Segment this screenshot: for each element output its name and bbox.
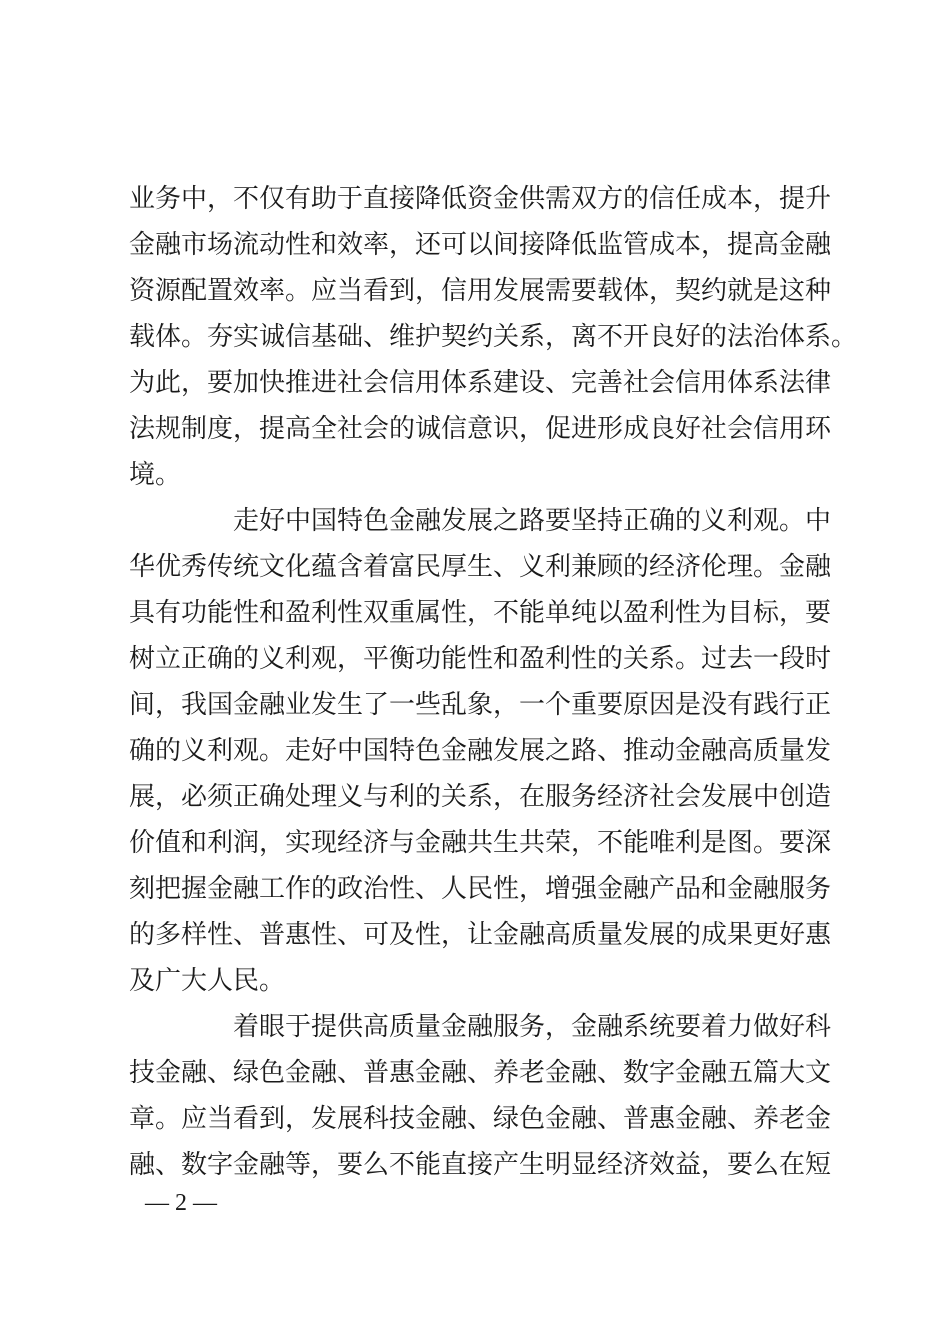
text-line: 具有功能性和盈利性双重属性，不能单纯以盈利性为目标，要 [129,598,832,628]
text-line: 金融市场流动性和效率，还可以间接降低监管成本，提高金融 [129,230,832,260]
text-line: 章。应当看到，发展科技金融、绿色金融、普惠金融、养老金 [129,1104,832,1134]
paragraph-2 [129,498,832,1004]
text-line: 的多样性、普惠性、可及性，让金融高质量发展的成果更好惠 [129,920,832,950]
page-number: — 2 — [145,1190,217,1216]
body-text [129,176,858,1188]
text-line: 境。 [129,460,182,490]
paragraph-3 [129,1004,832,1188]
text-line: 价值和利润，实现经济与金融共生共荣，不能唯利是图。要深 [129,828,832,858]
text-line: 刻把握金融工作的政治性、人民性，增强金融产品和金融服务 [129,874,832,904]
text-line: 树立正确的义利观，平衡功能性和盈利性的关系。过去一段时 [129,644,832,674]
text-line: 走好中国特色金融发展之路要坚持正确的义利观。中 [233,506,832,536]
text-line: 展，必须正确处理义与利的关系，在服务经济社会发展中创造 [129,782,832,812]
text-line: 技金融、绿色金融、普惠金融、养老金融、数字金融五篇大文 [129,1058,832,1088]
text-line: 融、数字金融等，要么不能直接产生明显经济效益，要么在短 [129,1150,832,1180]
text-line: 间，我国金融业发生了一些乱象，一个重要原因是没有践行正 [129,690,832,720]
text-line: 确的义利观。走好中国特色金融发展之路、推动金融高质量发 [129,736,832,766]
text-line: 载体。夯实诚信基础、维护契约关系，离不开良好的法治体系。 [129,322,858,352]
paragraph-1 [129,176,858,498]
text-line: 资源配置效率。应当看到，信用发展需要载体，契约就是这种 [129,276,832,306]
text-line: 着眼于提供高质量金融服务，金融系统要着力做好科 [233,1012,832,1042]
text-line: 法规制度，提高全社会的诚信意识，促进形成良好社会信用环 [129,414,832,444]
text-line: 业务中，不仅有助于直接降低资金供需双方的信任成本，提升 [129,184,832,214]
text-line: 为此，要加快推进社会信用体系建设、完善社会信用体系法律 [129,368,832,398]
text-line: 及广大人民。 [129,966,286,996]
text-line: 华优秀传统文化蕴含着富民厚生、义利兼顾的经济伦理。金融 [129,552,832,582]
